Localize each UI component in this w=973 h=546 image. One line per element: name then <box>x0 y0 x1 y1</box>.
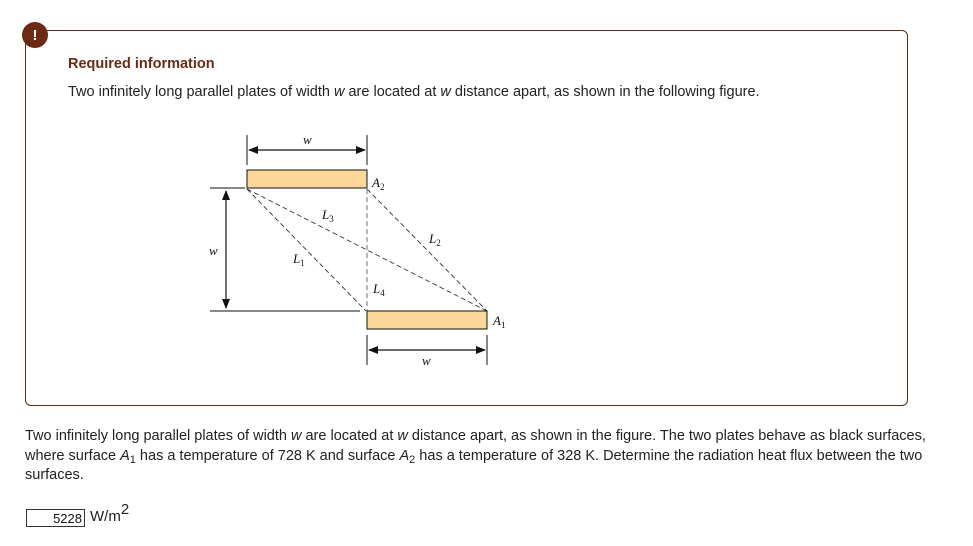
plate-a1-label: $A_1$ <box>493 313 506 330</box>
parallel-plates-figure <box>200 125 510 375</box>
intro-text <box>68 84 760 100</box>
required-information-title: Required information <box>68 56 215 72</box>
top-width-label: w <box>303 132 312 147</box>
line-l3-label: $L_3$ <box>322 207 334 224</box>
exclamation-icon: ! <box>22 22 48 48</box>
line-l2-label: $L_2$ <box>429 231 441 248</box>
line-l1 <box>247 189 366 311</box>
bottom-width-label: w <box>422 353 431 368</box>
question-text <box>25 427 955 486</box>
variable-w: w <box>440 84 451 100</box>
plate-a1 <box>367 311 487 329</box>
question-part: distance apart, as shown in the figure. The two plates behave as black surfaces, where surface <box>25 428 926 464</box>
intro-part: Two infinitely long parallel plates of width <box>68 84 334 100</box>
surface-a1: A <box>120 447 130 464</box>
question-part: has a temperature of 728 K and surface <box>135 447 400 464</box>
unit-exponent: 2 <box>120 501 130 518</box>
variable-w: w <box>290 428 302 444</box>
plate-a2-label: $A_2$ <box>372 175 385 192</box>
variable-w: w <box>333 84 345 100</box>
surface-a2-subscript: 2 <box>409 453 416 466</box>
surface-a2: A <box>399 447 410 464</box>
question-part: Two infinitely long parallel plates of width <box>25 428 291 444</box>
question-part: are located at <box>301 428 398 444</box>
plate-a2 <box>247 170 367 188</box>
line-l1-label: $L_1$ <box>293 251 305 268</box>
answer-unit <box>90 501 130 525</box>
intro-part: distance apart, as shown in the following figure. <box>450 84 760 100</box>
line-l4-label: $L_4$ <box>373 281 385 298</box>
answer-row <box>26 501 130 527</box>
unit-text: W/m <box>90 508 121 525</box>
height-label: w <box>209 243 218 258</box>
answer-input[interactable] <box>26 509 85 527</box>
question-part: has a temperature of 328 K. Determine the radiation heat flux between the two surfaces. <box>25 447 923 483</box>
line-l2 <box>367 189 487 311</box>
intro-part: are located at <box>344 84 441 100</box>
variable-w: w <box>397 428 408 444</box>
surface-a1-subscript: 1 <box>129 453 136 466</box>
